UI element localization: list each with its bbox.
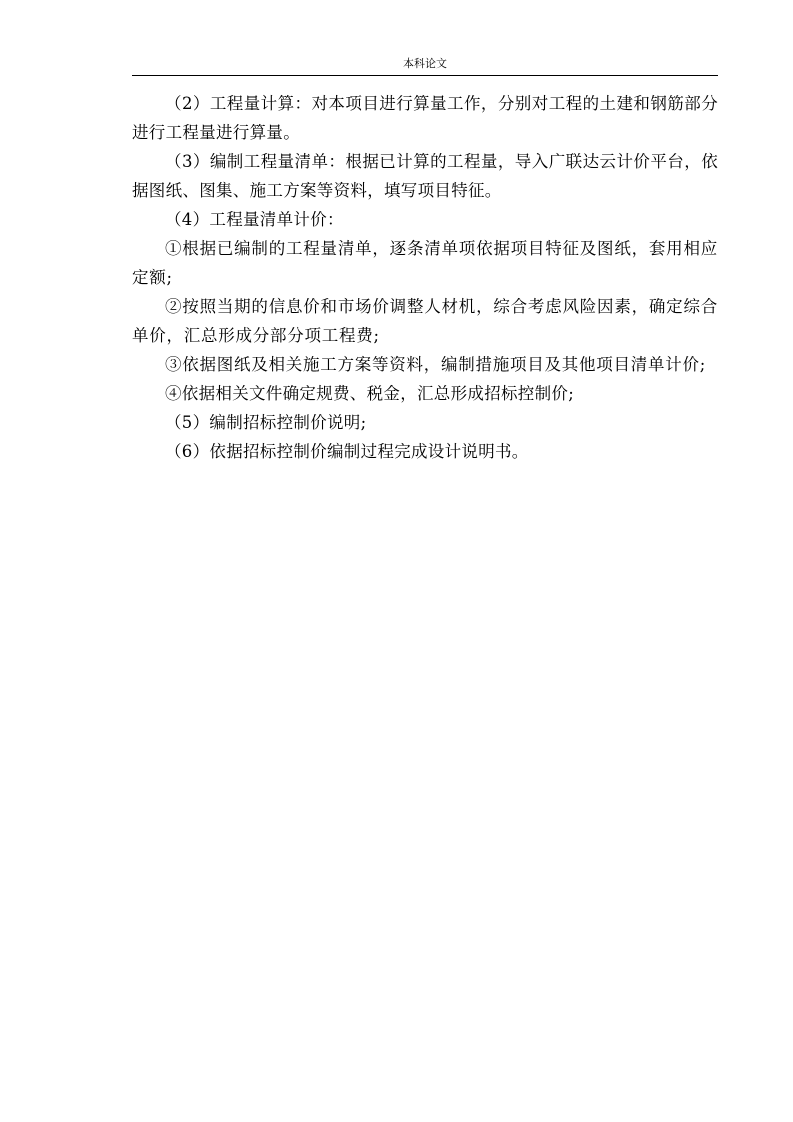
step-4-heading: （4）工程量清单计价： bbox=[165, 210, 344, 229]
step-4-item-3: ③依据图纸及相关施工方案等资料，编制措施项目及其他项目清单计价; bbox=[165, 355, 707, 374]
page-header: 本科论文 bbox=[132, 55, 718, 76]
step-4-item-2: ②按照当期的信息价和市场价调整人材机，综合考虑风险因素，确定综合单价，汇总形成分部分项工程费; bbox=[132, 297, 718, 345]
body-text bbox=[132, 89, 718, 466]
step-2-paragraph: （2）工程量计算：对本项目进行算量工作，分别对工程的土建和钢筋部分进行工程量进行算量。 bbox=[132, 94, 718, 142]
step-6-paragraph: （6）依据招标控制价编制过程完成设计说明书。 bbox=[165, 442, 529, 461]
step-5-paragraph: （5）编制招标控制价说明; bbox=[165, 413, 367, 432]
step-4-item-4: ④依据相关文件确定规费、税金，汇总形成招标控制价; bbox=[165, 384, 575, 403]
step-3-paragraph: （3）编制工程量清单：根据已计算的工程量，导入广联达云计价平台，依据图纸、图集、施工方案等资料，填写项目特征。 bbox=[132, 152, 718, 200]
step-4-item-1: ①根据已编制的工程量清单，逐条清单项依据项目特征及图纸，套用相应定额; bbox=[132, 239, 718, 287]
